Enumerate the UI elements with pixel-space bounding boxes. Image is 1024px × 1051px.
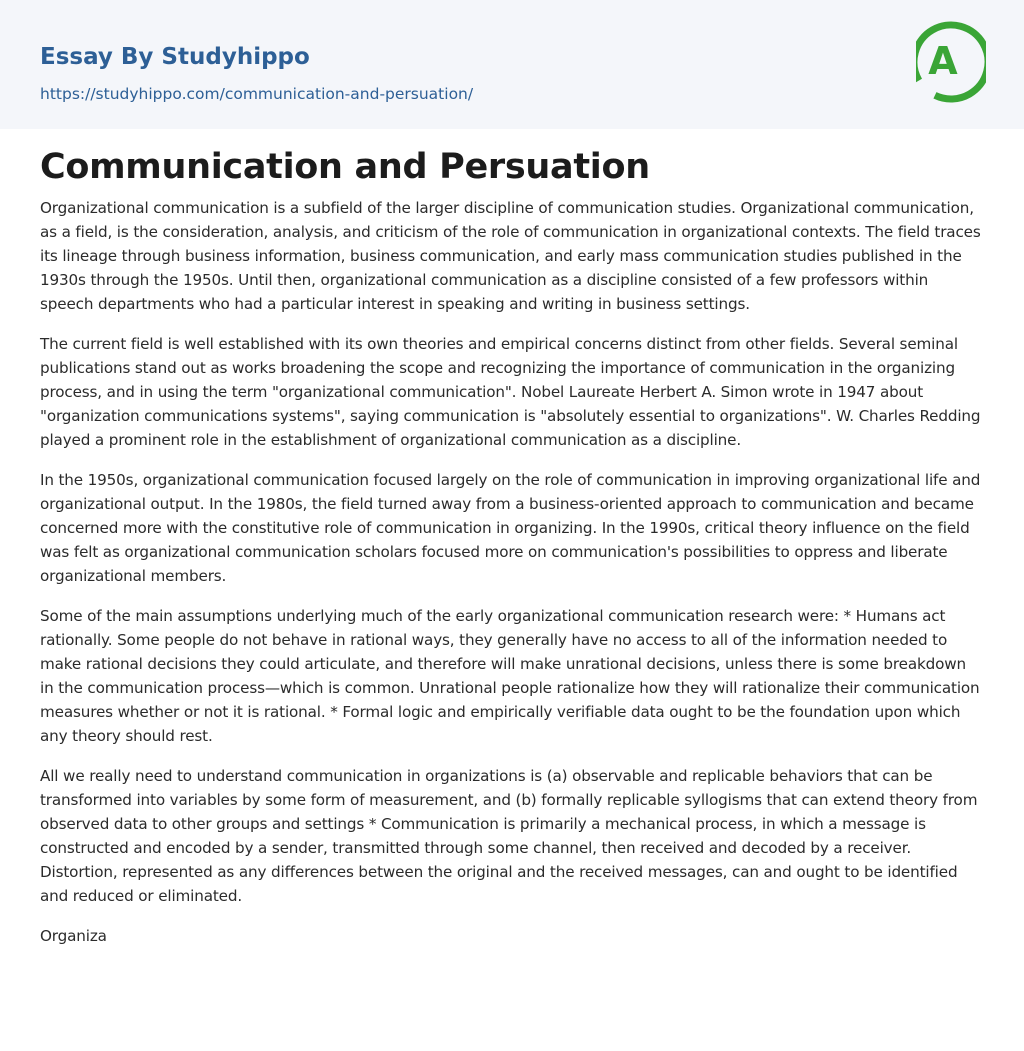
page-title: Communication and Persuation bbox=[40, 147, 650, 187]
brand-title[interactable]: Essay By Studyhippo bbox=[40, 44, 310, 70]
article-paragraph: The current field is well established with its own theories and empirical concerns distinct from other fields. Several seminal publications stand out as works broadening the scope and recognizing the importance of communication in the organizing process, and in using the term "organizational communication". Nobel Laureate Herbert A. Simon wrote in 1947 about "organization communications systems", saying communication is "absolutely essential to organizations". W. Charles Redding played a prominent role in the establishment of organizational communication as a discipline. bbox=[40, 335, 981, 449]
logo-letter: A bbox=[928, 39, 958, 83]
article-paragraph: All we really need to understand communication in organizations is (a) observable and replicable behaviors that can be transformed into variables by some form of measurement, and (b) formally replicable syllogisms that can extend theory from observed data to other groups and settings * Communication is primarily a mechanical process, in which a message is constructed and encoded by a sender, transmitted through some channel, then received and decoded by a receiver. Distortion, represented as any differences between the original and the received messages, can and ought to be identified and reduced or eliminated. bbox=[40, 767, 978, 905]
essay-url-link[interactable]: https://studyhippo.com/communication-and-persuation/ bbox=[40, 85, 474, 103]
article bbox=[0, 146, 1024, 948]
studyhippo-logo-icon[interactable] bbox=[916, 18, 986, 106]
article-paragraph: In the 1950s, organizational communication focused largely on the role of communication in improving organizational life and organizational output. In the 1980s, the field turned away from a business-oriented approach to communication and became concerned more with the constitutive role of communication in organizing. In the 1990s, critical theory influence on the field was felt as organizational communication scholars focused more on communication's possibilities to oppress and liberate organizational members. bbox=[40, 471, 981, 585]
site-header bbox=[0, 0, 1024, 129]
article-paragraph: Some of the main assumptions underlying much of the early organizational communication research were: * Humans act rationally. Some people do not behave in rational ways, they generally have no access to all of the information needed to make rational decisions they could articulate, and therefore will make unrational decisions, unless there is some breakdown in the communication process—which is common. Unrational people rationalize how they will rationalize their communication measures whether or not it is rational. * Formal logic and empirically verifiable data ought to be the foundation upon which any theory should rest. bbox=[40, 607, 980, 745]
article-paragraph: Organizational communication is a subfield of the larger discipline of communication studies. Organizational communication, as a field, is the consideration, analysis, and criticism of the role of communication in organizational contexts. The field traces its lineage through business information, business communication, and early mass communication studies published in the 1930s through the 1950s. Until then, organizational communication as a discipline consisted of a few professors within speech departments who had a particular interest in speaking and writing in business settings. bbox=[40, 199, 981, 313]
article-paragraph-truncated: Organiza bbox=[40, 927, 107, 945]
